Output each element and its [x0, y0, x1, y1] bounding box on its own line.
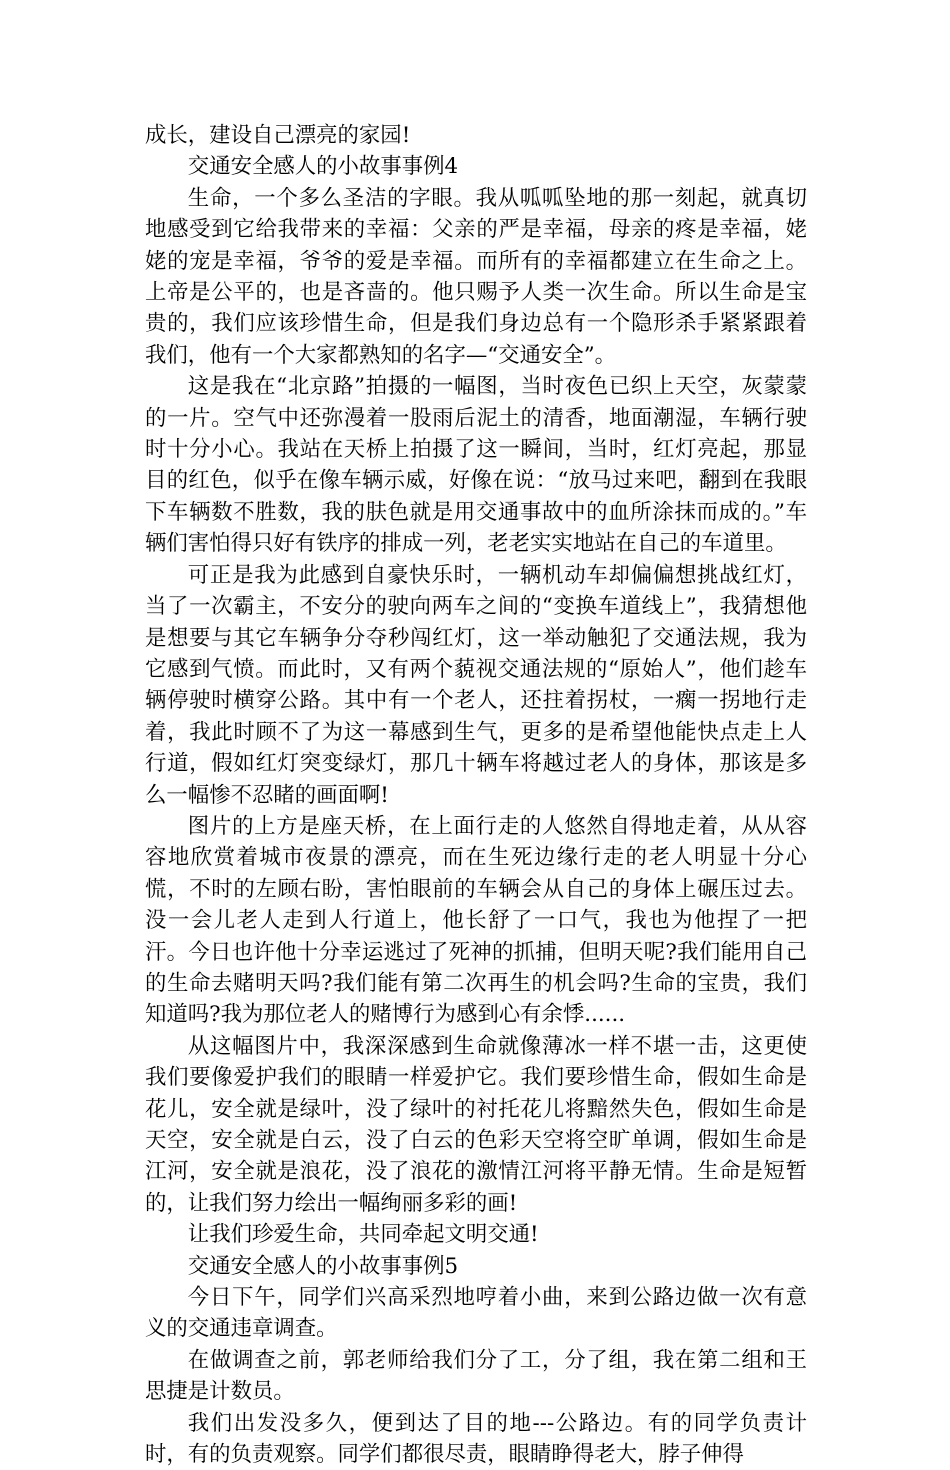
- section-heading: 交通安全感人的小故事事例5: [187, 1253, 459, 1279]
- paragraph: 让我们珍爱生命，共同牵起文明交通!: [187, 1222, 539, 1248]
- paragraph: 这是我在“北京路”拍摄的一幅图，当时夜色已织上天空，灰蒙蒙的一片。空气中还弥漫着一股雨后泥土的清香，地面潮湿，车辆行驶时十分小心。我站在天桥上拍摄了这一瞬间，当时，红灯亮起，那显目的红色，似乎在像车辆示威，好像在说：“放马过来吧，翻到在我眼下车辆数不胜数，我的肤色就是用交通事故中的血所涂抹而成的。”车辆们害怕得只好有铁序的排成一列，老老实实地站在自己的车道里。: [145, 374, 807, 557]
- document-body: [145, 120, 807, 1470]
- section-heading: 交通安全感人的小故事事例4: [187, 154, 459, 180]
- paragraph: 在做调查之前，郭老师给我们分了工，分了组，我在第二组和王思捷是计数员。: [145, 1347, 807, 1405]
- paragraph: 成长，建设自己漂亮的家园!: [145, 123, 411, 148]
- paragraph: 我们出发没多久，便到达了目的地---公路边。有的同学负责计时，有的负责观察。同学们都很尽责，眼睛睁得老大，脖子伸得: [145, 1410, 807, 1468]
- paragraph: 从这幅图片中，我深深感到生命就像薄冰一样不堪一击，这更使我们要像爱护我们的眼睛一样爱护它。我们要珍惜生命，假如生命是花儿，安全就是绿叶，没了绿叶的衬托花儿将黯然失色，假如生命是天空，安全就是白云，没了白云的色彩天空将空旷单调，假如生命是江河，安全就是浪花，没了浪花的激情江河将平静无情。生命是短暂的，让我们努力绘出一幅绚丽多彩的画!: [145, 1033, 807, 1216]
- paragraph: 生命，一个多么圣洁的字眼。我从呱呱坠地的那一刻起，就真切地感受到它给我带来的幸福：父亲的严是幸福，母亲的疼是幸福，姥姥的宠是幸福，爷爷的爱是幸福。而所有的幸福都建立在生命之上。上帝是公平的，也是吝啬的。他只赐予人类一次生命。所以生命是宝贵的，我们应该珍惜生命，但是我们身边总有一个隐形杀手紧紧跟着我们，他有一个大家都熟知的名字—“交通安全”。: [145, 185, 807, 368]
- paragraph: 可正是我为此感到自豪快乐时，一辆机动车却偏偏想挑战红灯，当了一次霸主，不安分的驶向两车之间的“变换车道线上”，我猜想他是想要与其它车辆争分夺秒闯红灯，这一举动触犯了交通法规，我为它感到气愤。而此时，又有两个藐视交通法规的“原始人”，他们趁车辆停驶时横穿公路。其中有一个老人，还拄着拐杖，一瘸一拐地行走着，我此时顾不了为这一幕感到生气，更多的是希望他能快点走上人行道，假如红灯突变绿灯，那几十辆车将越过老人的身体，那该是多么一幅惨不忍睹的画面啊!: [145, 562, 807, 808]
- paragraph: 今日下午，同学们兴高采烈地哼着小曲，来到公路边做一次有意义的交通违章调查。: [145, 1285, 807, 1342]
- paragraph: 图片的上方是座天桥，在上面行走的人悠然自得地走着，从从容容地欣赏着城市夜景的漂亮，而在生死边缘行走的老人明显十分心慌，不时的左顾右盼，害怕眼前的车辆会从自己的身体上碾压过去。没一会儿老人走到人行道上，他长舒了一口气，我也为他捏了一把汗。今日也许他十分幸运逃过了死神的抓捕，但明天呢?我们能用自己的生命去赌明天吗?我们能有第二次再生的机会吗?生命的宝贵，我们知道吗?我为那位老人的赌博行为感到心有余悸......: [145, 813, 807, 1028]
